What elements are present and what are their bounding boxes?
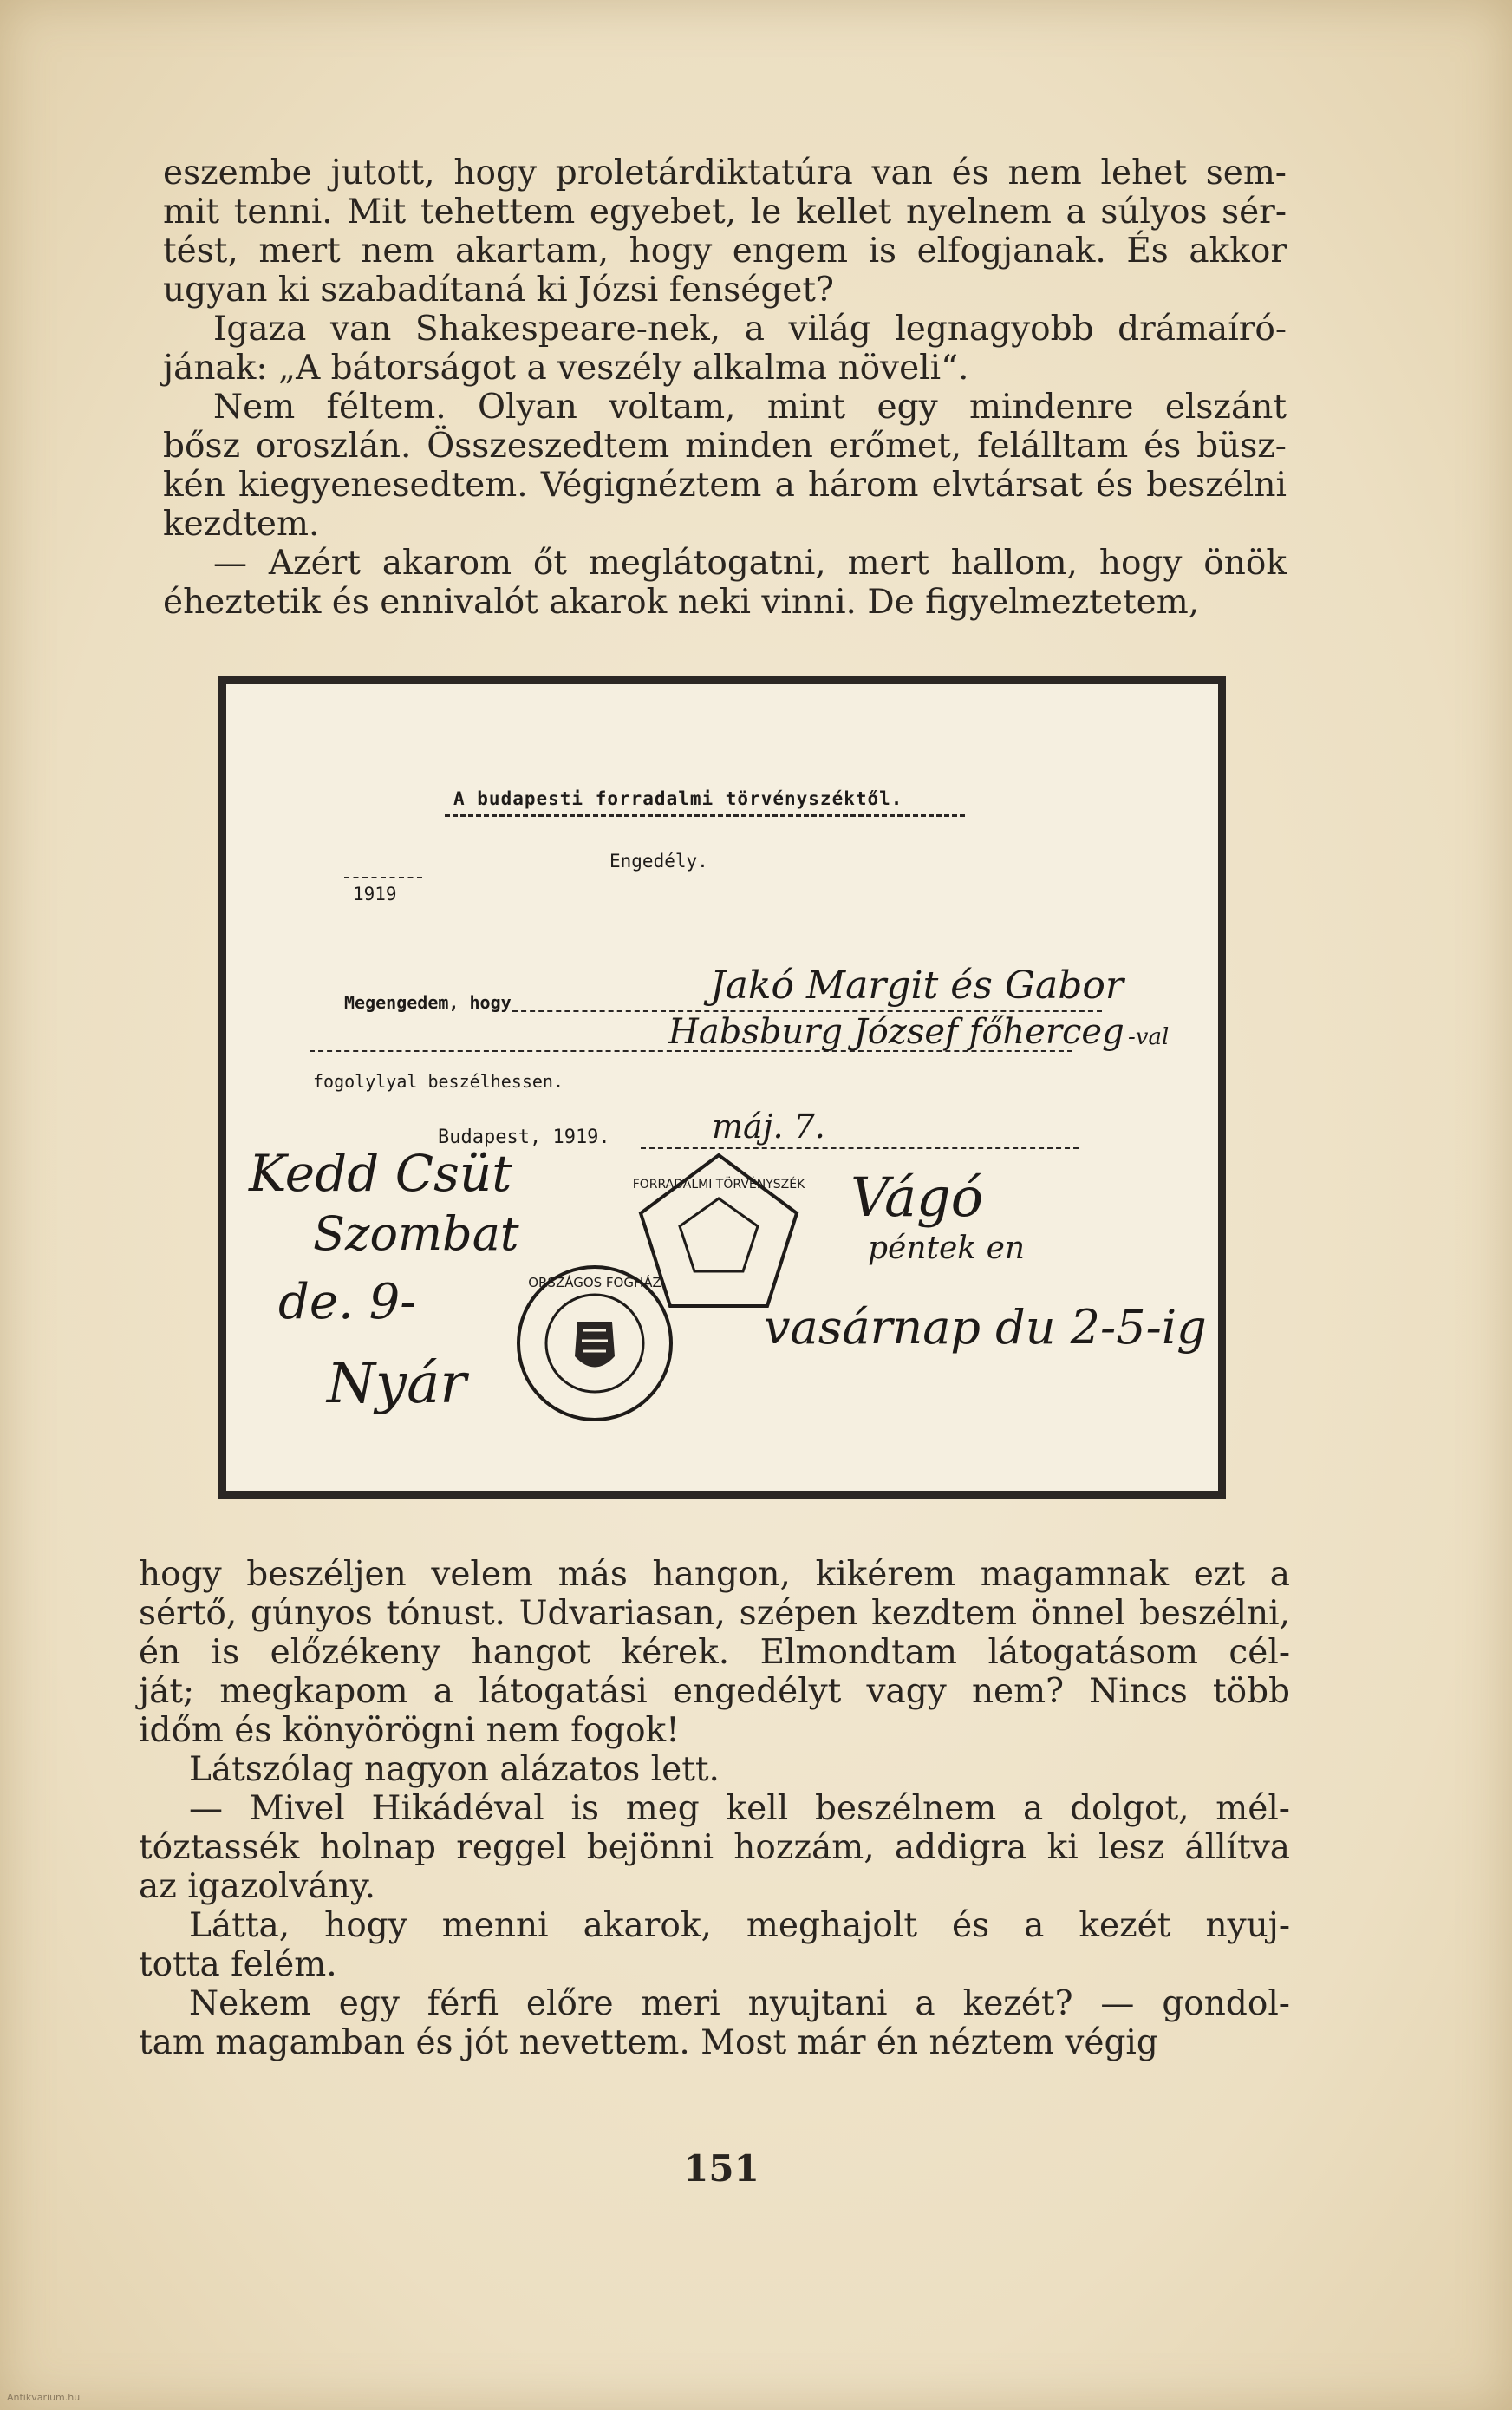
doc-title: Engedély.: [609, 851, 708, 872]
paragraph: [139, 1906, 1290, 1984]
text-line: mit tenni. Mit tehettem egyebet, le kellet nyelnem a súlyos sér-: [163, 193, 1287, 232]
doc-hand-left-3: de. 9-: [278, 1274, 417, 1330]
text-line: hogy beszéljen velem más hangon, kikérem magamnak ezt a: [139, 1555, 1290, 1594]
paragraph: [163, 153, 1287, 310]
text-line: — Mivel Hikádéval is meg kell beszélnem a dolgot, mél-: [189, 1789, 1290, 1828]
text-line: bősz oroszlán. Összeszedtem minden erőmet, felálltam és büsz-: [163, 427, 1287, 466]
doc-header-underline: [445, 814, 965, 817]
text-line: tam magamban és jót nevettem. Most már én néztem végig: [139, 2023, 1158, 2062]
text-block-bottom: [139, 1555, 1290, 2062]
doc-year: 1919: [353, 884, 397, 905]
text-line: Igaza van Shakespeare-nek, a világ legnagyobb drámaíró-: [213, 310, 1287, 349]
doc-hand-name-suffix: -val: [1128, 1024, 1170, 1050]
paragraph: [139, 1750, 1290, 1789]
text-line: sértő, gúnyos tónust. Udvariasan, szépen kezdtem önnel beszélni,: [139, 1594, 1290, 1633]
text-line: tóztassék holnap reggel bejönni hozzám, addigra ki lesz állítva: [139, 1828, 1290, 1867]
text-block-top: [163, 153, 1287, 622]
doc-hand-name-1: Jakó Margit és Gabor: [710, 963, 1124, 1008]
doc-hand-name-2: Habsburg József főherceg: [668, 1012, 1124, 1052]
stamp-pentagon-text: FORRADALMI TÖRVÉNYSZÉK: [632, 1178, 805, 1192]
stamp-round-icon: [512, 1261, 677, 1426]
page-number: 151: [683, 2147, 759, 2190]
text-line: éheztetik és ennivalót akarok neki vinni. De figyelmeztetem,: [163, 583, 1200, 622]
doc-hand-date: máj. 7.: [712, 1107, 825, 1146]
paragraph: [163, 310, 1287, 388]
doc-place-date: Budapest, 1919.: [438, 1127, 610, 1148]
text-line: Látszólag nagyon alázatos lett.: [189, 1750, 720, 1789]
text-line: kezdtem.: [163, 505, 320, 544]
paragraph: [139, 1789, 1290, 1906]
text-line: ját; megkapom a látogatási engedélyt vagy nem? Nincs több: [139, 1672, 1290, 1711]
doc-visit-text: fogolylyal beszélhessen.: [313, 1071, 564, 1092]
text-line: kén kiegyenesedtem. Végignéztem a három elvtársat és beszélni: [163, 466, 1287, 505]
text-line: időm és könyörögni nem fogok!: [139, 1711, 680, 1750]
text-line: Látta, hogy menni akarok, meghajolt és a kezét nyuj-: [189, 1906, 1290, 1945]
doc-hand-left-2: Szombat: [313, 1206, 519, 1261]
paragraph: [139, 1555, 1290, 1750]
doc-permission-text: Megengedem, hogy: [344, 992, 512, 1013]
watermark: Antikvarium.hu: [7, 2392, 81, 2403]
text-line: Nem féltem. Olyan voltam, mint egy mindenre elszánt: [213, 388, 1287, 427]
doc-header: A budapesti forradalmi törvényszéktől.: [453, 788, 903, 809]
doc-hand-left-4: Nyár: [327, 1352, 466, 1416]
text-line: tést, mert nem akartam, hogy engem is elfogjanak. És akkor: [163, 232, 1287, 271]
text-line: Nekem egy férfi előre meri nyujtani a kezét? — gondol-: [189, 1984, 1290, 2023]
paragraph: [139, 1984, 1290, 2062]
doc-hand-right-2: vasárnap du 2-5-ig: [764, 1300, 1207, 1355]
text-line: — Azért akarom őt meglátogatni, mert hallom, hogy önök: [213, 544, 1287, 583]
text-line: jának: „A bátorságot a veszély alkalma növeli“.: [163, 349, 969, 388]
text-line: ugyan ki szabadítaná ki Józsi fenséget?: [163, 271, 834, 310]
permit-document-image: [218, 676, 1226, 1499]
doc-year-rule: [344, 877, 422, 878]
stamp-round-text: ORSZÁGOS FOGHÁZ: [528, 1275, 662, 1290]
text-line: az igazolvány.: [139, 1867, 376, 1906]
doc-hand-right-1: péntek en: [868, 1231, 1026, 1266]
text-line: totta felém.: [139, 1945, 337, 1984]
text-line: eszembe jutott, hogy proletárdiktatúra van és nem lehet sem-: [163, 153, 1287, 193]
text-line: én is előzékeny hangot kérek. Elmondtam látogatásom cél-: [139, 1633, 1290, 1672]
paragraph: [163, 388, 1287, 544]
doc-hand-signature: Vágó: [850, 1166, 984, 1229]
doc-hand-left-1: Kedd Csüt: [249, 1144, 512, 1203]
paragraph: [163, 544, 1287, 622]
